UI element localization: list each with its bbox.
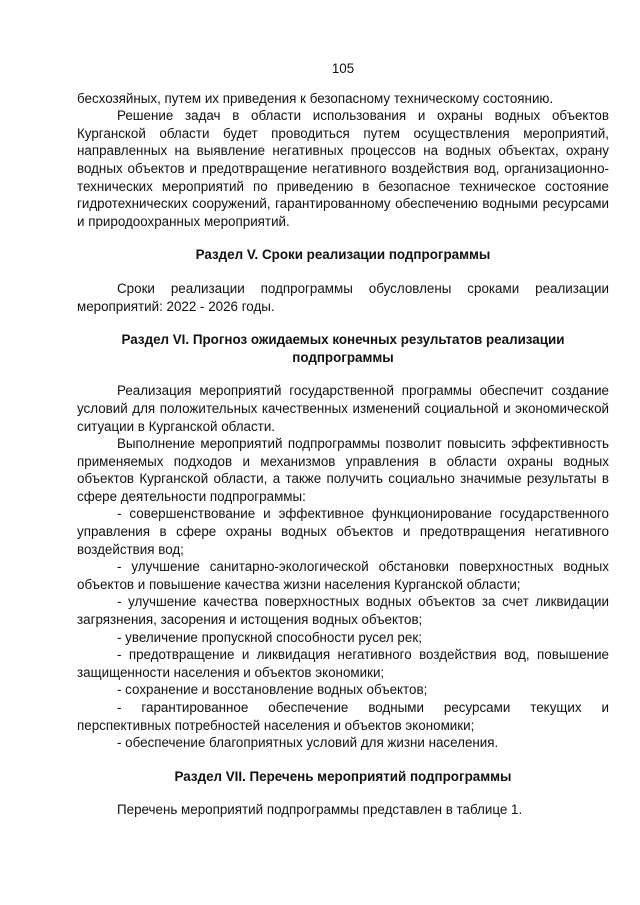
paragraph: Выполнение мероприятий подпрограммы позволит повысить эффективность применяемых подходов и механизмов управления в области охраны водных объектов Курганской области, а также получить социально значимые результаты в сфере деятельности подпрограммы:	[77, 436, 609, 504]
list-item: - увеличение пропускной способности русел рек;	[117, 629, 422, 645]
paragraph: Решение задач в области использования и охраны водных объектов Курганской области будет проводиться путем осуществления мероприятий, направленных на выявление негативных процессов на водных объектах, охрану водных объектов и предотвращение негативного воздействия вод, организационно-технических мероприятий по приведению в безопасное техническое состояние гидротехнических сооружений, гарантированному обеспечению водными ресурсами и природоохранных мероприятий.	[77, 108, 609, 229]
paragraph: Реализация мероприятий государственной программы обеспечит создание условий для положительных качественных изменений социальной и экономической ситуации в Курганской области.	[77, 383, 609, 434]
list-item: - сохранение и восстановление водных объектов;	[117, 682, 428, 698]
section-5-text: Сроки реализации подпрограммы обусловлены сроками реализации мероприятий: 2022 - 2026 годы.	[77, 280, 609, 314]
page-number: 105	[331, 61, 355, 76]
list-item: - гарантированное обеспечение водными ресурсами текущих и перспективных потребностей населения и объектов экономики;	[77, 700, 609, 733]
section-7-heading: Раздел VII. Перечень мероприятий подпрограммы	[174, 768, 512, 784]
list-item: - улучшение качества поверхностных водных объектов за счет ликвидации загрязнения, засорения и истощения водных объектов;	[77, 594, 609, 628]
section-5-heading: Раздел V. Сроки реализации подпрограммы	[195, 247, 491, 263]
section-7-text: Перечень мероприятий подпрограммы представлен в таблице 1.	[117, 802, 523, 818]
document-page	[77, 60, 609, 819]
section-6-heading: Раздел VI. Прогноз ожидаемых конечных результатов реализации подпрограммы	[121, 332, 565, 365]
list-item: - совершенствование и эффективное функционирование государственного управления в сфере охраны водных объектов и предотвращения негативного воздействия вод;	[77, 506, 609, 557]
list-item: - обеспечение благоприятных условий для жизни населения.	[117, 735, 499, 751]
paragraph: бесхозяйных, путем их приведения к безопасному техническому состоянию.	[77, 90, 554, 106]
list-item: - улучшение санитарно-экологической обстановки поверхностных водных объектов и повышение качества жизни населения Курганской области;	[77, 559, 609, 592]
list-item: - предотвращение и ликвидация негативного воздействия вод, повышение защищенности населения и объектов экономики;	[77, 647, 609, 680]
